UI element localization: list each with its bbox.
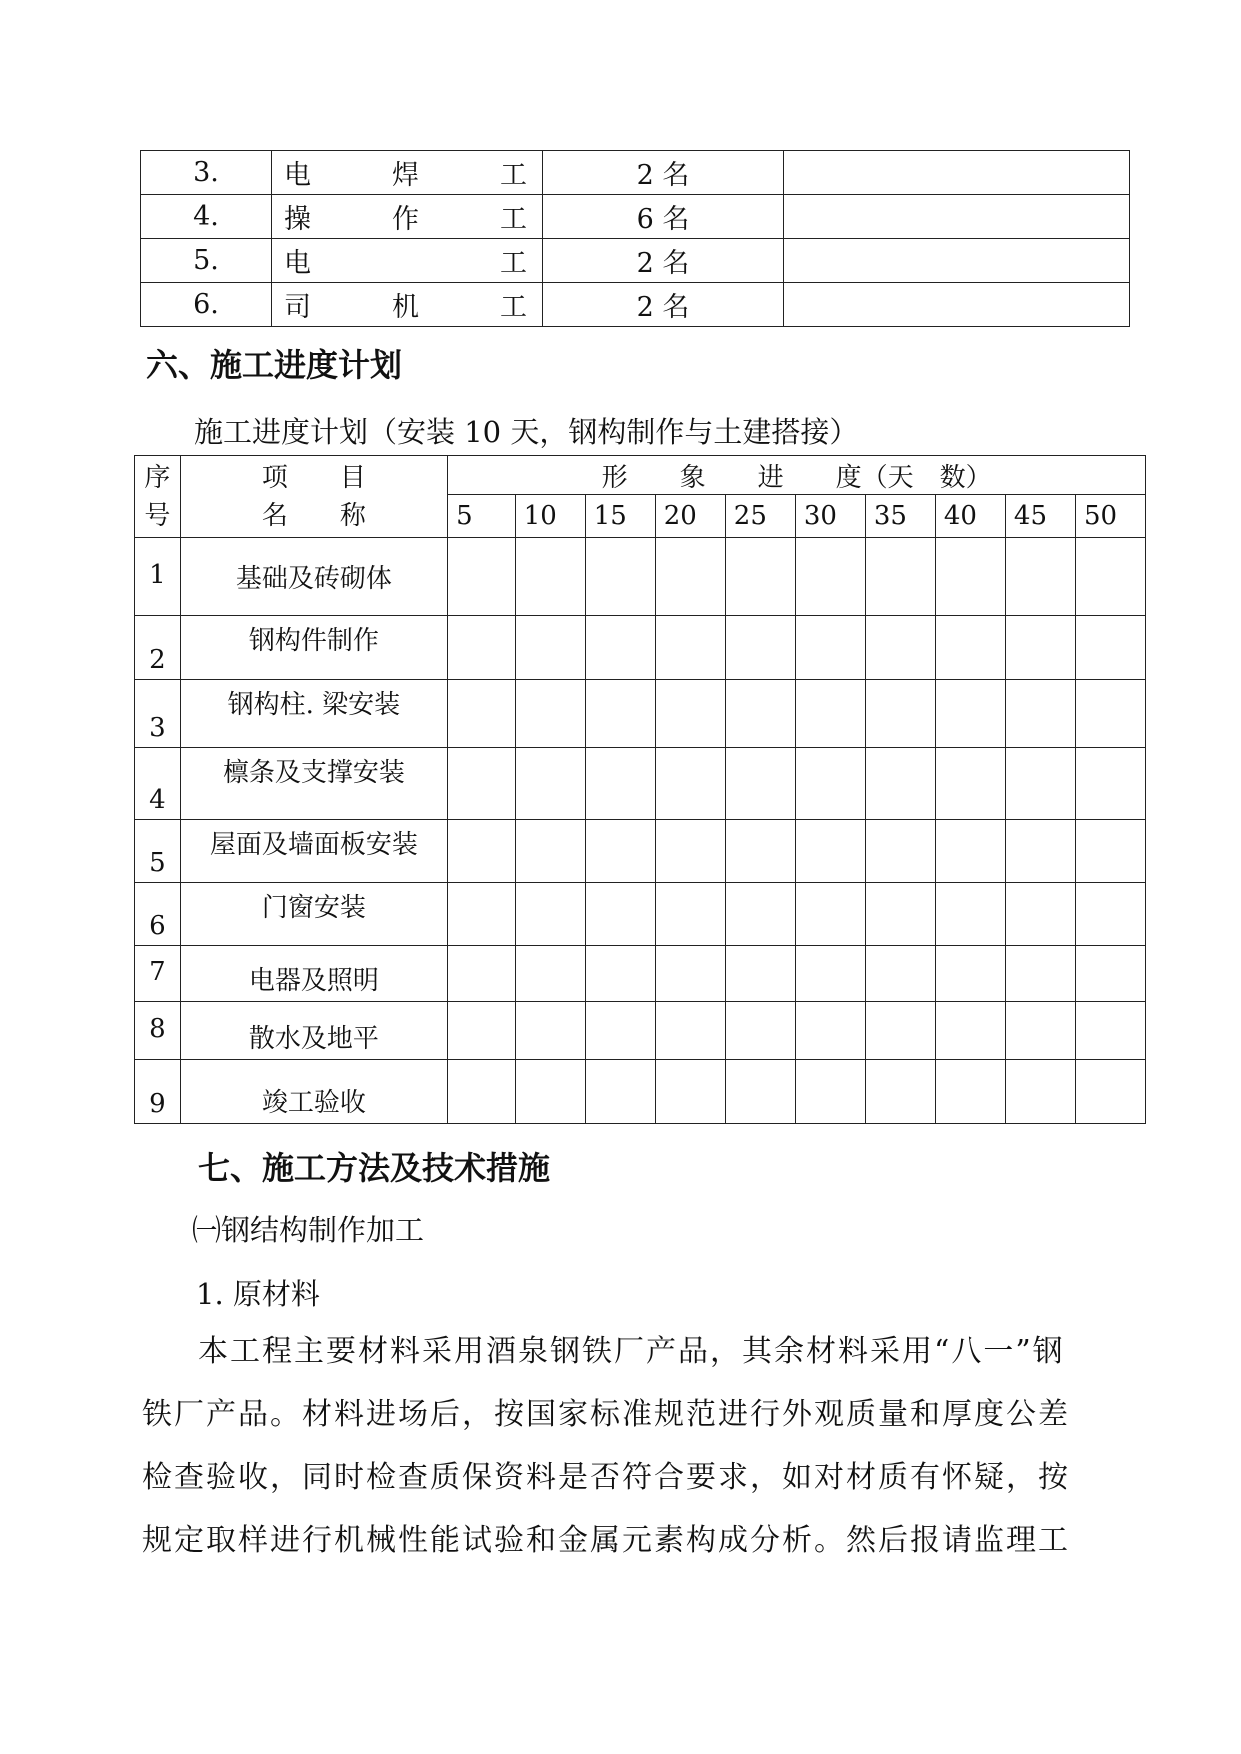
paragraph-line: 检查验收，同时检查质保资料是否符合要求，如对材质有怀疑，按 [142, 1460, 1070, 1495]
day-label: 45 [1005, 495, 1075, 538]
schedule-row-number: 8 [135, 1002, 181, 1060]
table-row [141, 239, 1130, 283]
schedule-row [135, 946, 1146, 1002]
progress-cell [448, 748, 516, 820]
progress-cell [585, 748, 655, 820]
progress-cell [865, 748, 935, 820]
progress-cell [865, 1002, 935, 1060]
schedule-row [135, 883, 1146, 946]
remark-cell [784, 283, 1130, 327]
progress-cell [585, 1002, 655, 1060]
schedule-item-name: 钢构柱. 梁安装 [180, 680, 447, 748]
schedule-header-row [135, 456, 1146, 495]
progress-header: 形 象 进 度（天 数） [448, 456, 1146, 495]
progress-cell [448, 1002, 516, 1060]
table-row [141, 283, 1130, 327]
progress-cell [795, 883, 865, 946]
schedule-item-name: 基础及砖砌体 [180, 538, 447, 616]
progress-cell [795, 538, 865, 616]
progress-cell [1075, 680, 1145, 748]
progress-cell [1005, 1060, 1075, 1124]
progress-cell [585, 883, 655, 946]
day-label: 20 [655, 495, 725, 538]
subsection-title: ㈠钢结构制作加工 [192, 1213, 425, 1247]
progress-cell [725, 1002, 795, 1060]
progress-cell [515, 538, 585, 616]
progress-cell [725, 538, 795, 616]
progress-cell [725, 1060, 795, 1124]
schedule-row-number: 3 [135, 680, 181, 748]
progress-cell [448, 1060, 516, 1124]
progress-cell [725, 616, 795, 680]
staff-table [140, 150, 1130, 327]
progress-cell [795, 1002, 865, 1060]
progress-cell [725, 946, 795, 1002]
schedule-row [135, 538, 1146, 616]
progress-cell [1005, 820, 1075, 883]
section-7-title: 七、施工方法及技术措施 [198, 1149, 551, 1187]
day-label: 15 [585, 495, 655, 538]
progress-cell [1005, 1002, 1075, 1060]
schedule-item-name: 屋面及墙面板安装 [180, 820, 447, 883]
role-cell: 电 焊 工 [272, 151, 543, 195]
progress-cell [865, 883, 935, 946]
day-label: 25 [725, 495, 795, 538]
progress-cell [655, 1060, 725, 1124]
progress-cell [935, 946, 1005, 1002]
remark-cell [784, 195, 1130, 239]
progress-cell [515, 680, 585, 748]
progress-cell [935, 820, 1005, 883]
schedule-row [135, 680, 1146, 748]
schedule-row-number: 9 [135, 1060, 181, 1124]
schedule-caption: 施工进度计划（安装 10 天，钢构制作与土建搭接） [194, 415, 859, 449]
progress-cell [655, 748, 725, 820]
progress-cell [515, 1060, 585, 1124]
progress-cell [935, 680, 1005, 748]
role-cell: 操 作 工 [272, 195, 543, 239]
progress-cell [448, 946, 516, 1002]
role-cell: 司 机 工 [272, 283, 543, 327]
schedule-row-number: 2 [135, 616, 181, 680]
day-label: 5 [448, 495, 516, 538]
section-6-title: 六、施工进度计划 [146, 346, 403, 384]
progress-cell [935, 1002, 1005, 1060]
day-label: 30 [795, 495, 865, 538]
progress-cell [865, 946, 935, 1002]
progress-cell [1075, 538, 1145, 616]
progress-cell [585, 680, 655, 748]
progress-cell [1075, 1060, 1145, 1124]
progress-cell [448, 883, 516, 946]
progress-cell [448, 616, 516, 680]
progress-cell [795, 748, 865, 820]
progress-cell [1075, 946, 1145, 1002]
day-label: 35 [865, 495, 935, 538]
remark-cell [784, 239, 1130, 283]
progress-cell [725, 748, 795, 820]
schedule-row-number: 7 [135, 946, 181, 1002]
progress-cell [448, 680, 516, 748]
progress-cell [725, 883, 795, 946]
progress-cell [795, 946, 865, 1002]
name-header: 项 目 名 称 [180, 456, 447, 538]
progress-cell [515, 1002, 585, 1060]
row-number: 5. [141, 239, 272, 283]
schedule-row [135, 1060, 1146, 1124]
progress-cell [1075, 820, 1145, 883]
progress-cell [865, 1060, 935, 1124]
progress-cell [448, 820, 516, 883]
progress-cell [585, 538, 655, 616]
progress-cell [585, 1060, 655, 1124]
progress-cell [865, 616, 935, 680]
progress-cell [1005, 883, 1075, 946]
paragraph-line: 铁厂产品。材料进场后，按国家标准规范进行外观质量和厚度公差 [142, 1397, 1070, 1432]
progress-cell [1005, 748, 1075, 820]
progress-cell [935, 748, 1005, 820]
progress-cell [725, 680, 795, 748]
progress-cell [1075, 616, 1145, 680]
progress-cell [1005, 616, 1075, 680]
progress-cell [515, 748, 585, 820]
progress-cell [1005, 538, 1075, 616]
day-label: 40 [935, 495, 1005, 538]
schedule-row-number: 4 [135, 748, 181, 820]
schedule-item-name: 散水及地平 [180, 1002, 447, 1060]
progress-cell [655, 883, 725, 946]
progress-cell [655, 946, 725, 1002]
progress-cell [585, 820, 655, 883]
progress-cell [585, 946, 655, 1002]
progress-cell [795, 616, 865, 680]
progress-cell [1075, 1002, 1145, 1060]
schedule-row [135, 1002, 1146, 1060]
schedule-item-name: 竣工验收 [180, 1060, 447, 1124]
progress-cell [1075, 883, 1145, 946]
seq-header: 序 号 [135, 456, 181, 538]
progress-cell [935, 538, 1005, 616]
row-number: 3. [141, 151, 272, 195]
progress-cell [515, 820, 585, 883]
schedule-row [135, 748, 1146, 820]
progress-cell [515, 946, 585, 1002]
progress-cell [655, 680, 725, 748]
schedule-item-name: 檩条及支撑安装 [180, 748, 447, 820]
progress-cell [515, 883, 585, 946]
table-row [141, 151, 1130, 195]
role-cell: 电 工 [272, 239, 543, 283]
schedule-row-number: 5 [135, 820, 181, 883]
count-cell: 2 名 [543, 283, 784, 327]
schedule-table [134, 455, 1146, 1124]
schedule-row-number: 1 [135, 538, 181, 616]
progress-cell [1005, 946, 1075, 1002]
progress-cell [515, 616, 585, 680]
subsection-title: 1. 原材料 [196, 1277, 320, 1311]
paragraph-line: 规定取样进行机械性能试验和金属元素构成分析。然后报请监理工 [142, 1523, 1070, 1558]
schedule-item-name: 门窗安装 [180, 883, 447, 946]
progress-cell [1005, 680, 1075, 748]
progress-cell [865, 680, 935, 748]
row-number: 6. [141, 283, 272, 327]
remark-cell [784, 151, 1130, 195]
progress-cell [655, 538, 725, 616]
progress-cell [865, 538, 935, 616]
schedule-row-number: 6 [135, 883, 181, 946]
row-number: 4. [141, 195, 272, 239]
paragraph-line: 本工程主要材料采用酒泉钢铁厂产品，其余材料采用“八一”钢 [198, 1334, 1065, 1369]
progress-cell [725, 820, 795, 883]
schedule-row [135, 820, 1146, 883]
body-paragraph [142, 1320, 1132, 1572]
progress-cell [448, 538, 516, 616]
table-row [141, 195, 1130, 239]
day-label: 50 [1075, 495, 1145, 538]
progress-cell [655, 820, 725, 883]
count-cell: 2 名 [543, 239, 784, 283]
schedule-row [135, 616, 1146, 680]
progress-cell [795, 680, 865, 748]
schedule-item-name: 钢构件制作 [180, 616, 447, 680]
progress-cell [935, 616, 1005, 680]
progress-cell [935, 1060, 1005, 1124]
progress-cell [655, 1002, 725, 1060]
progress-cell [935, 883, 1005, 946]
count-cell: 6 名 [543, 195, 784, 239]
progress-cell [1075, 748, 1145, 820]
progress-cell [655, 616, 725, 680]
progress-cell [585, 616, 655, 680]
progress-cell [865, 820, 935, 883]
day-label: 10 [515, 495, 585, 538]
progress-cell [795, 820, 865, 883]
count-cell: 2 名 [543, 151, 784, 195]
progress-cell [795, 1060, 865, 1124]
schedule-item-name: 电器及照明 [180, 946, 447, 1002]
